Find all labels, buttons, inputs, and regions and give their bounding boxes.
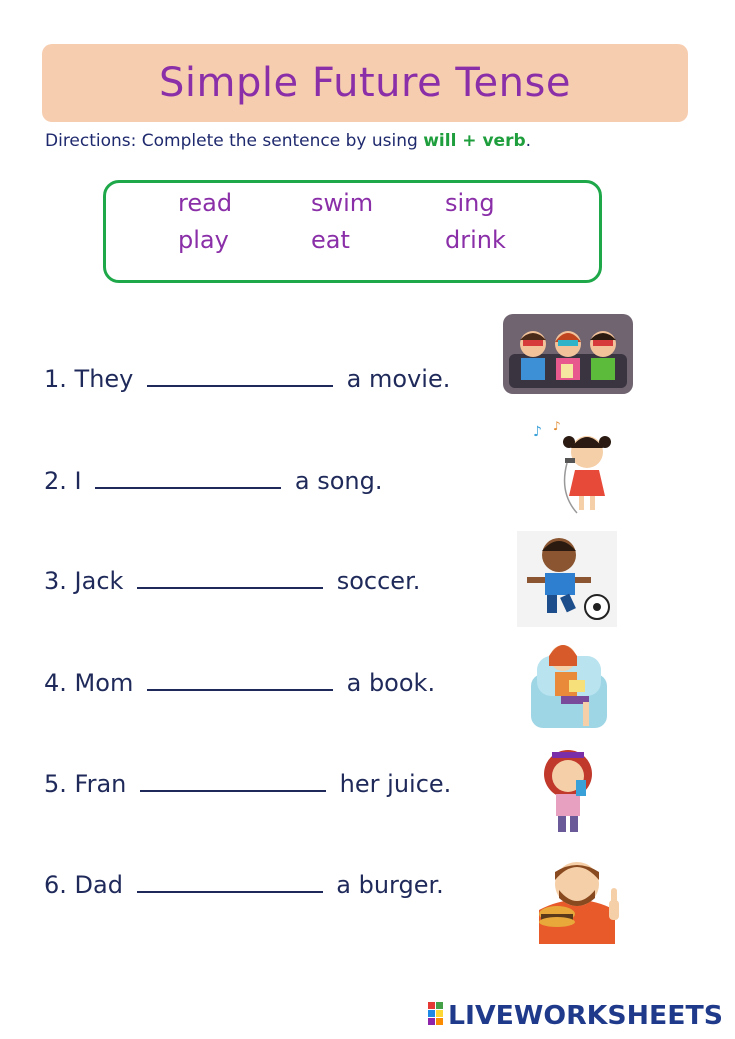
sentence-subject: They (74, 365, 134, 393)
sentence-number: 1. (44, 365, 67, 393)
directions-suffix: . (525, 131, 532, 151)
sentence-rest: her juice. (339, 770, 452, 798)
svg-text:♪: ♪ (533, 424, 542, 440)
sentence-number: 6. (44, 871, 67, 899)
sentence-subject: Dad (74, 871, 123, 899)
sentence-5 (44, 770, 451, 798)
sentence-3 (44, 567, 420, 595)
sentence-subject: Mom (74, 669, 134, 697)
sentence-number: 5. (44, 770, 67, 798)
answer-blank[interactable] (95, 486, 281, 489)
sentence-subject: Fran (74, 770, 127, 798)
word-bank-item: sing (445, 189, 495, 217)
sentence-rest: a song. (294, 467, 383, 495)
word-bank-item: read (178, 189, 233, 217)
sentence-subject: I (74, 467, 82, 495)
directions (45, 131, 531, 151)
sentence-subject: Jack (74, 567, 124, 595)
svg-text:LIVEWORKSHEETS: LIVEWORKSHEETS (448, 1001, 723, 1031)
answer-blank[interactable] (140, 789, 326, 792)
woman-reading-armchair-illustration (527, 636, 611, 734)
title-banner (42, 44, 688, 122)
svg-text:♪: ♪ (553, 419, 561, 433)
word-bank-item: drink (445, 226, 506, 254)
sentence-rest: a book. (346, 669, 436, 697)
directions-highlight: will + verb (423, 131, 526, 151)
word-bank-item: eat (311, 226, 350, 254)
girl-drinking-juice-illustration (532, 744, 608, 838)
word-bank-item: swim (311, 189, 374, 217)
sentence-rest: a burger. (336, 871, 444, 899)
word-bank-item: play (178, 226, 229, 254)
directions-prefix: Directions: Complete the sentence by using (45, 131, 424, 151)
answer-blank[interactable] (147, 384, 333, 387)
answer-blank[interactable] (137, 586, 323, 589)
boy-kicking-ball-illustration (517, 531, 617, 627)
sentence-rest: soccer. (336, 567, 421, 595)
sentence-number: 2. (44, 467, 67, 495)
man-eating-burger-illustration (527, 854, 631, 944)
word-bank (103, 180, 602, 283)
girl-singing-illustration (527, 418, 627, 518)
sentence-4 (44, 669, 435, 697)
liveworksheets-logo (428, 996, 728, 1032)
sentence-6 (44, 871, 444, 899)
sentence-number: 3. (44, 567, 67, 595)
kids-watching-movie-illustration (503, 314, 633, 394)
liveworksheets-logo-mark (428, 996, 728, 1032)
page-title: Simple Future Tense (159, 60, 571, 106)
sentence-1 (44, 365, 450, 393)
sentence-rest: a movie. (346, 365, 451, 393)
answer-blank[interactable] (147, 688, 333, 691)
sentence-number: 4. (44, 669, 67, 697)
answer-blank[interactable] (137, 890, 323, 893)
sentence-2 (44, 467, 383, 495)
